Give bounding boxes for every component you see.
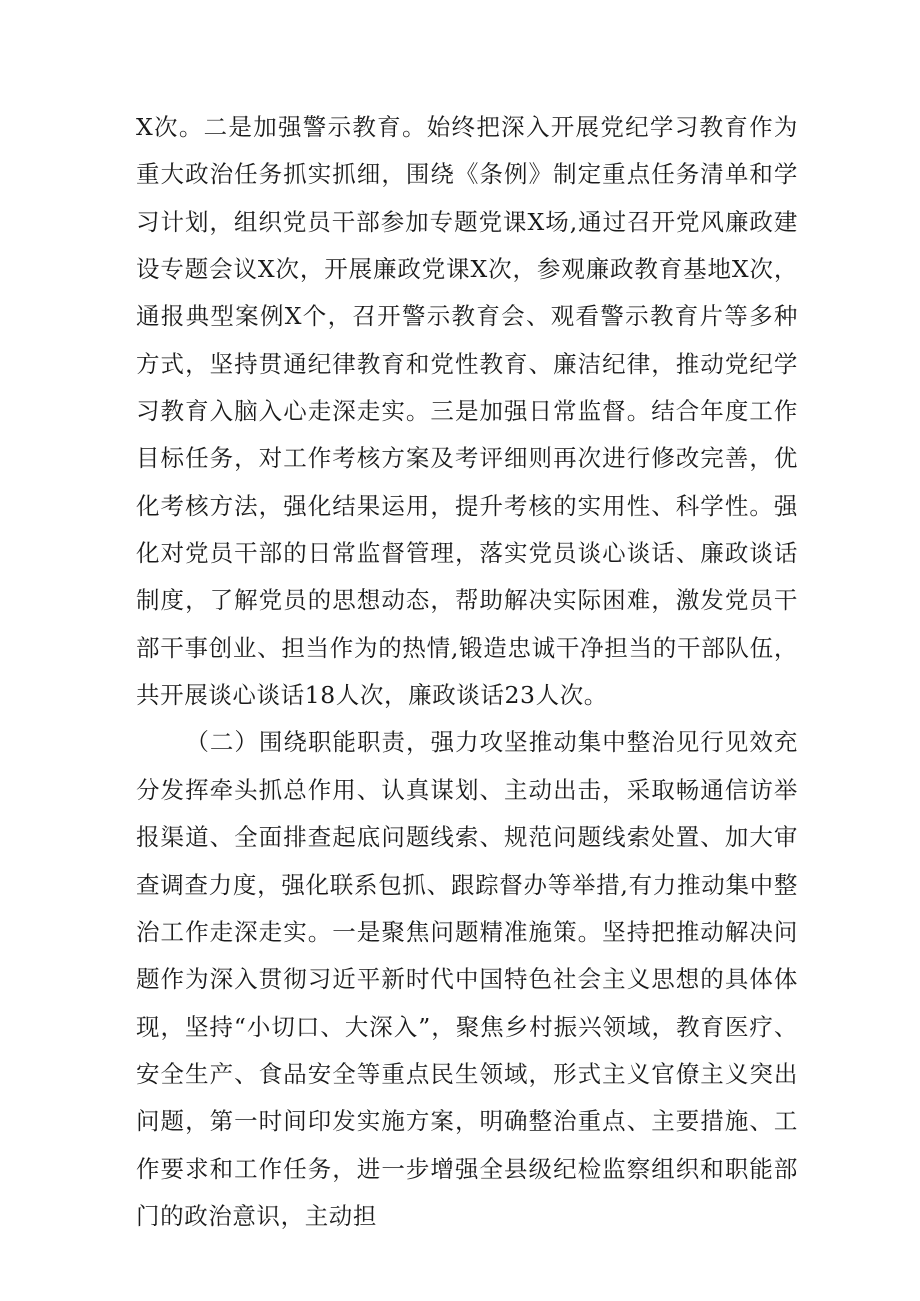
paragraph-section-two: （二）围绕职能职责，强力攻坚推动集中整治见行见效充分发挥牵头抓总作用、认真谋划、主动出击，采取畅通信访举报渠道、全面排查起底问题线索、规范问题线索处置、加大审查调查力度，强化联系包抓、跟踪督办等举措,有力推动集中整治工作走深走实。一是聚焦问题精准施策。坚持把推动解决问题作为深入贯彻习近平新时代中国特色社会主义思想的具体体现，坚持“小切口、大深入”，聚焦乡村振兴领域，教育医疗、安全生产、食品安全等重点民生领域，形式主义官僚主义突出问题，第一时间印发实施方案，明确整治重点、主要措施、工作要求和工作任务，进一步增强全县级纪检监察组织和职能部门的政治意识，主动担 (136, 728, 798, 1230)
document-body (136, 104, 798, 1240)
paragraph-warning-education: X次。二是加强警示教育。始终把深入开展党纪学习教育作为重大政治任务抓实抓细，围绕《条例》制定重点任务清单和学习计划，组织党员干部参加专题党课X场,通过召开党风廉政建设专题会议X次，开展廉政党课X次，参观廉政教育基地X次，通报典型案例X个，召开警示教育会、观看警示教育片等多种方式，坚持贯通纪律教育和党性教育、廉洁纪律，推动党纪学习教育入脑入心走深走实。三是加强日常监督。结合年度工作目标任务，对工作考核方案及考评细则再次进行修改完善，优化考核方法，强化结果运用，提升考核的实用性、科学性。强化对党员干部的日常监督管理，落实党员谈心谈话、廉政谈话制度，了解党员的思想动态，帮助解决实际困难，激发党员干部干事创业、担当作为的热情,锻造忠诚干净担当的干部队伍，共开展谈心谈话18人次，廉政谈话23人次。 (136, 113, 798, 710)
